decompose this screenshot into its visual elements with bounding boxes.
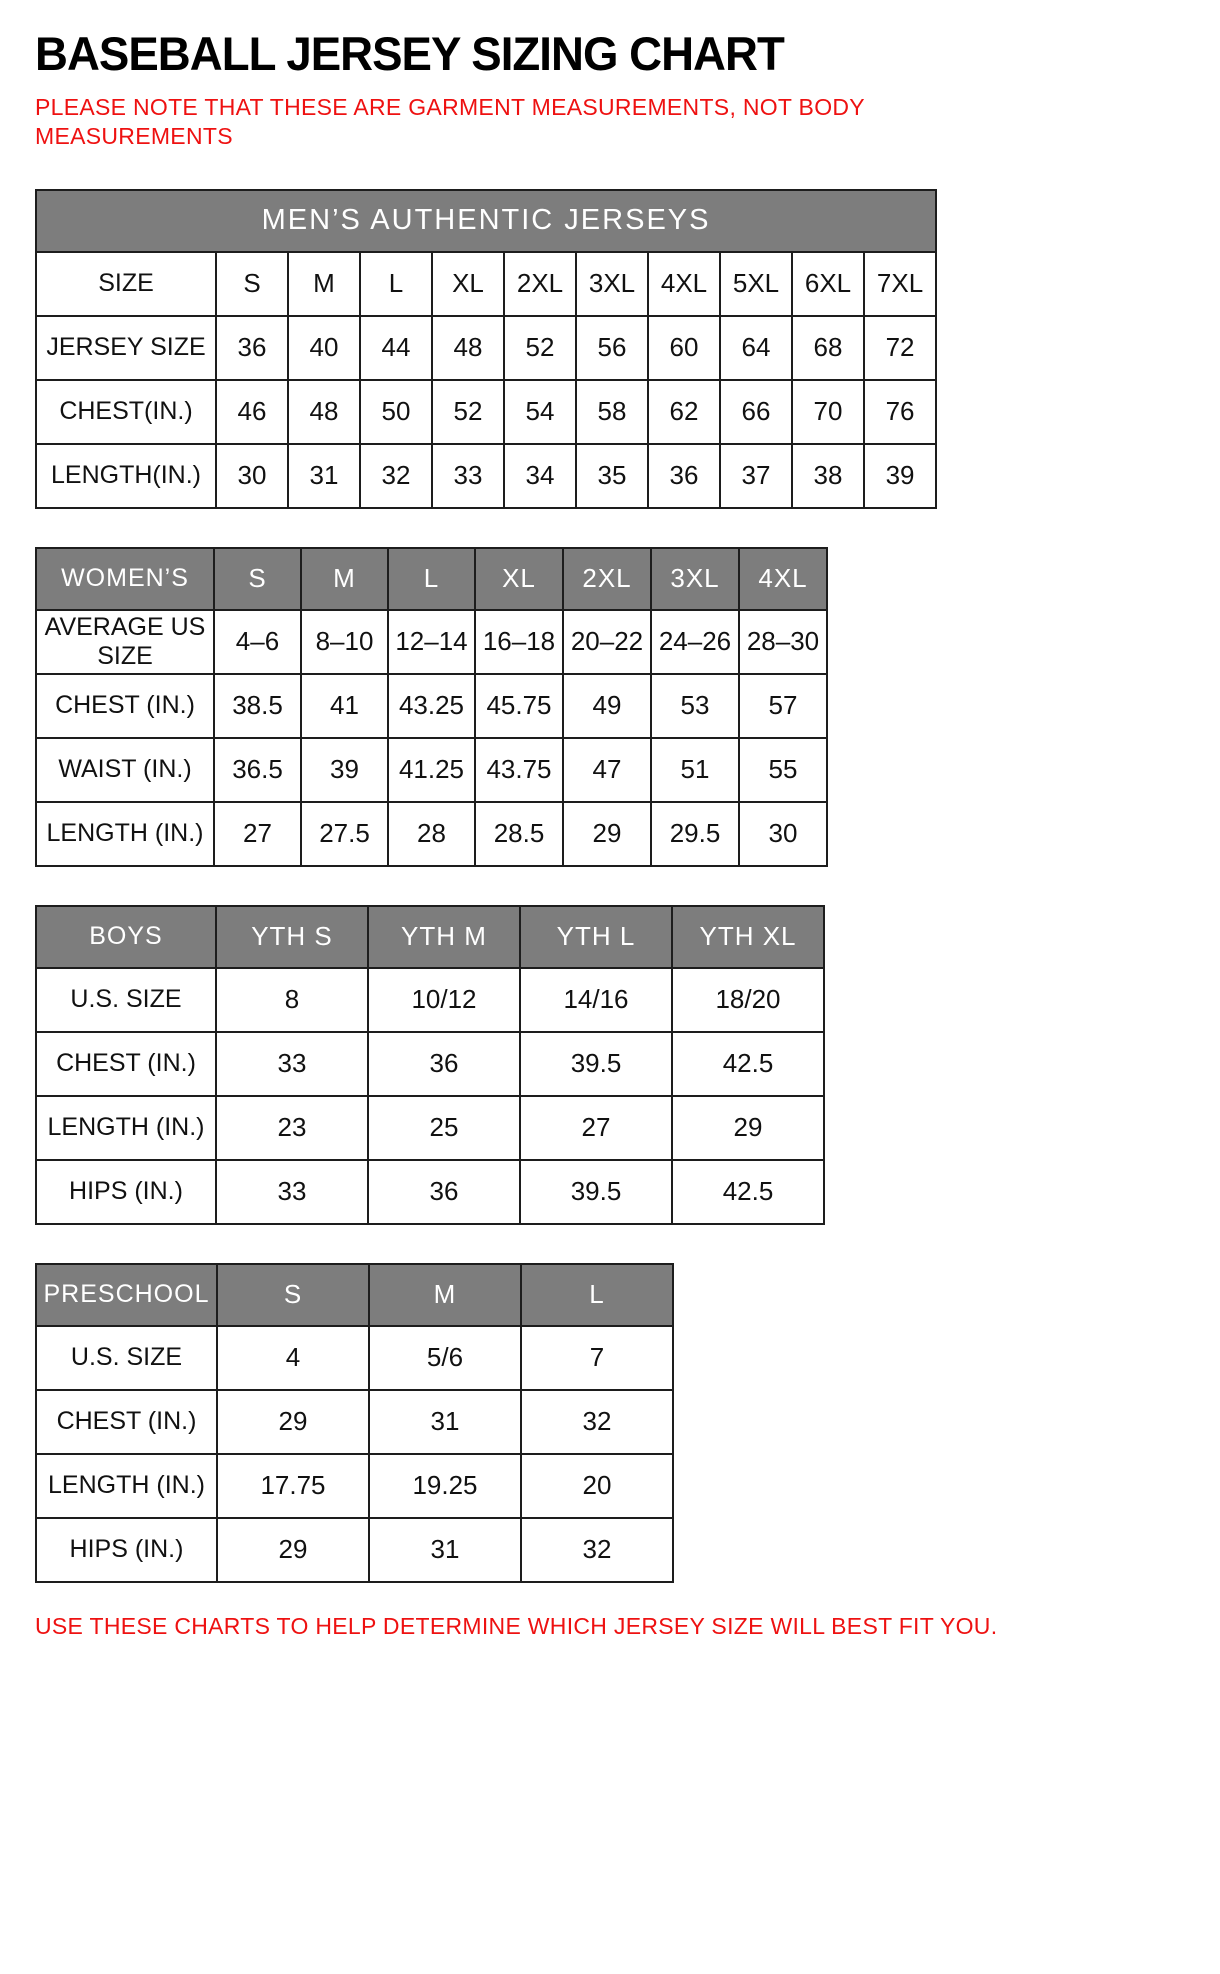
mens-value-cell: 58 <box>576 380 648 444</box>
preschool-header-label: PRESCHOOL <box>36 1264 217 1326</box>
womens-value-cell: 28 <box>388 802 475 866</box>
mens-value-cell: 32 <box>360 444 432 508</box>
womens-value-cell: 8–10 <box>301 610 388 674</box>
womens-table-row <box>36 674 827 738</box>
preschool-row-label: HIPS (IN.) <box>36 1518 217 1582</box>
womens-value-cell: 4–6 <box>214 610 301 674</box>
mens-value-cell: 48 <box>288 380 360 444</box>
womens-value-cell: 47 <box>563 738 651 802</box>
boys-table-row <box>36 1032 824 1096</box>
mens-value-cell: 54 <box>504 380 576 444</box>
preschool-value-cell: 5/6 <box>369 1326 521 1390</box>
mens-value-cell: 33 <box>432 444 504 508</box>
boys-value-cell: 36 <box>368 1032 520 1096</box>
mens-banner-row <box>36 190 936 252</box>
mens-sizing-table <box>35 189 937 509</box>
mens-column-header: 7XL <box>864 252 936 316</box>
womens-row-label: CHEST (IN.) <box>36 674 214 738</box>
boys-value-cell: 42.5 <box>672 1032 824 1096</box>
boys-table-row <box>36 1096 824 1160</box>
boys-value-cell: 25 <box>368 1096 520 1160</box>
womens-column-header: S <box>214 548 301 610</box>
mens-value-cell: 40 <box>288 316 360 380</box>
mens-value-cell: 68 <box>792 316 864 380</box>
mens-column-header: M <box>288 252 360 316</box>
womens-value-cell: 29.5 <box>651 802 739 866</box>
boys-row-label: U.S. SIZE <box>36 968 216 1032</box>
page-title: BASEBALL JERSEY SIZING CHART <box>35 27 784 80</box>
mens-column-header: 3XL <box>576 252 648 316</box>
womens-value-cell: 28–30 <box>739 610 827 674</box>
mens-value-cell: 52 <box>432 380 504 444</box>
womens-value-cell: 41 <box>301 674 388 738</box>
mens-table-row <box>36 444 936 508</box>
womens-column-header: XL <box>475 548 563 610</box>
boys-column-header: YTH XL <box>672 906 824 968</box>
womens-value-cell: 29 <box>563 802 651 866</box>
womens-value-cell: 36.5 <box>214 738 301 802</box>
mens-value-cell: 50 <box>360 380 432 444</box>
womens-value-cell: 30 <box>739 802 827 866</box>
womens-table-row <box>36 610 827 674</box>
mens-value-cell: 37 <box>720 444 792 508</box>
boys-value-cell: 29 <box>672 1096 824 1160</box>
mens-column-header: XL <box>432 252 504 316</box>
mens-value-cell: 46 <box>216 380 288 444</box>
boys-value-cell: 33 <box>216 1032 368 1096</box>
womens-column-header: 4XL <box>739 548 827 610</box>
womens-column-header: 2XL <box>563 548 651 610</box>
boys-value-cell: 39.5 <box>520 1032 672 1096</box>
mens-value-cell: 70 <box>792 380 864 444</box>
preschool-value-cell: 32 <box>521 1390 673 1454</box>
womens-header-label: WOMEN’S <box>36 548 214 610</box>
womens-value-cell: 43.25 <box>388 674 475 738</box>
womens-column-header: M <box>301 548 388 610</box>
mens-column-header: L <box>360 252 432 316</box>
mens-value-cell: 36 <box>216 316 288 380</box>
preschool-column-header: M <box>369 1264 521 1326</box>
womens-header-row <box>36 548 827 610</box>
preschool-column-header: S <box>217 1264 369 1326</box>
mens-column-header: 5XL <box>720 252 792 316</box>
boys-value-cell: 36 <box>368 1160 520 1224</box>
womens-value-cell: 28.5 <box>475 802 563 866</box>
preschool-sizing-table <box>35 1263 674 1583</box>
boys-table-row <box>36 1160 824 1224</box>
womens-value-cell: 38.5 <box>214 674 301 738</box>
mens-column-header: 4XL <box>648 252 720 316</box>
womens-value-cell: 20–22 <box>563 610 651 674</box>
mens-table-row <box>36 380 936 444</box>
preschool-column-header: L <box>521 1264 673 1326</box>
preschool-value-cell: 29 <box>217 1518 369 1582</box>
mens-value-cell: 30 <box>216 444 288 508</box>
boys-value-cell: 8 <box>216 968 368 1032</box>
boys-value-cell: 14/16 <box>520 968 672 1032</box>
boys-value-cell: 33 <box>216 1160 368 1224</box>
womens-value-cell: 43.75 <box>475 738 563 802</box>
boys-header-row <box>36 906 824 968</box>
womens-row-label: WAIST (IN.) <box>36 738 214 802</box>
preschool-value-cell: 7 <box>521 1326 673 1390</box>
preschool-value-cell: 20 <box>521 1454 673 1518</box>
note-line-1: PLEASE NOTE THAT THESE ARE GARMENT MEASUREMENTS, NOT BODY <box>35 94 865 120</box>
preschool-row-label: U.S. SIZE <box>36 1326 217 1390</box>
preschool-value-cell: 17.75 <box>217 1454 369 1518</box>
mens-value-cell: 56 <box>576 316 648 380</box>
boys-row-label: HIPS (IN.) <box>36 1160 216 1224</box>
boys-table-row <box>36 968 824 1032</box>
preschool-value-cell: 29 <box>217 1390 369 1454</box>
mens-value-cell: 64 <box>720 316 792 380</box>
preschool-value-cell: 4 <box>217 1326 369 1390</box>
womens-value-cell: 53 <box>651 674 739 738</box>
womens-table-row <box>36 802 827 866</box>
womens-value-cell: 45.75 <box>475 674 563 738</box>
preschool-value-cell: 32 <box>521 1518 673 1582</box>
mens-value-cell: 31 <box>288 444 360 508</box>
mens-value-cell: 38 <box>792 444 864 508</box>
mens-value-cell: 44 <box>360 316 432 380</box>
garment-measurements-note <box>35 93 1185 151</box>
womens-value-cell: 27 <box>214 802 301 866</box>
mens-column-header: 2XL <box>504 252 576 316</box>
womens-value-cell: 55 <box>739 738 827 802</box>
womens-value-cell: 39 <box>301 738 388 802</box>
mens-row-label: JERSEY SIZE <box>36 316 216 380</box>
preschool-value-cell: 31 <box>369 1390 521 1454</box>
mens-value-cell: 39 <box>864 444 936 508</box>
mens-table-row <box>36 316 936 380</box>
boys-row-label: LENGTH (IN.) <box>36 1096 216 1160</box>
mens-banner-title: MEN’S AUTHENTIC JERSEYS <box>36 190 936 252</box>
mens-column-header: S <box>216 252 288 316</box>
womens-column-header: L <box>388 548 475 610</box>
mens-row-label: CHEST(IN.) <box>36 380 216 444</box>
footer-note: USE THESE CHARTS TO HELP DETERMINE WHICH JERSEY SIZE WILL BEST FIT YOU. <box>35 1612 998 1639</box>
womens-value-cell: 51 <box>651 738 739 802</box>
mens-value-cell: 62 <box>648 380 720 444</box>
mens-header-label: SIZE <box>36 252 216 316</box>
mens-value-cell: 60 <box>648 316 720 380</box>
boys-value-cell: 42.5 <box>672 1160 824 1224</box>
womens-value-cell: 27.5 <box>301 802 388 866</box>
womens-row-label: LENGTH (IN.) <box>36 802 214 866</box>
mens-value-cell: 66 <box>720 380 792 444</box>
boys-value-cell: 18/20 <box>672 968 824 1032</box>
boys-value-cell: 10/12 <box>368 968 520 1032</box>
womens-value-cell: 57 <box>739 674 827 738</box>
mens-value-cell: 52 <box>504 316 576 380</box>
preschool-table-row <box>36 1390 673 1454</box>
womens-value-cell: 12–14 <box>388 610 475 674</box>
mens-value-cell: 35 <box>576 444 648 508</box>
womens-table-row <box>36 738 827 802</box>
boys-value-cell: 39.5 <box>520 1160 672 1224</box>
womens-row-label: AVERAGE US SIZE <box>36 610 214 674</box>
note-line-2: MEASUREMENTS <box>35 122 233 149</box>
preschool-row-label: CHEST (IN.) <box>36 1390 217 1454</box>
boys-header-label: BOYS <box>36 906 216 968</box>
womens-value-cell: 41.25 <box>388 738 475 802</box>
mens-value-cell: 76 <box>864 380 936 444</box>
womens-column-header: 3XL <box>651 548 739 610</box>
boys-column-header: YTH L <box>520 906 672 968</box>
boys-column-header: YTH M <box>368 906 520 968</box>
preschool-table-row <box>36 1454 673 1518</box>
preschool-row-label: LENGTH (IN.) <box>36 1454 217 1518</box>
preschool-value-cell: 31 <box>369 1518 521 1582</box>
boys-value-cell: 27 <box>520 1096 672 1160</box>
mens-value-cell: 34 <box>504 444 576 508</box>
womens-value-cell: 49 <box>563 674 651 738</box>
preschool-table-row <box>36 1518 673 1582</box>
boys-column-header: YTH S <box>216 906 368 968</box>
boys-value-cell: 23 <box>216 1096 368 1160</box>
mens-value-cell: 36 <box>648 444 720 508</box>
womens-value-cell: 24–26 <box>651 610 739 674</box>
preschool-value-cell: 19.25 <box>369 1454 521 1518</box>
preschool-table-row <box>36 1326 673 1390</box>
boys-row-label: CHEST (IN.) <box>36 1032 216 1096</box>
boys-sizing-table <box>35 905 825 1225</box>
mens-header-row <box>36 252 936 316</box>
mens-value-cell: 72 <box>864 316 936 380</box>
womens-value-cell: 16–18 <box>475 610 563 674</box>
preschool-header-row <box>36 1264 673 1326</box>
mens-value-cell: 48 <box>432 316 504 380</box>
mens-column-header: 6XL <box>792 252 864 316</box>
mens-row-label: LENGTH(IN.) <box>36 444 216 508</box>
womens-sizing-table <box>35 547 828 867</box>
